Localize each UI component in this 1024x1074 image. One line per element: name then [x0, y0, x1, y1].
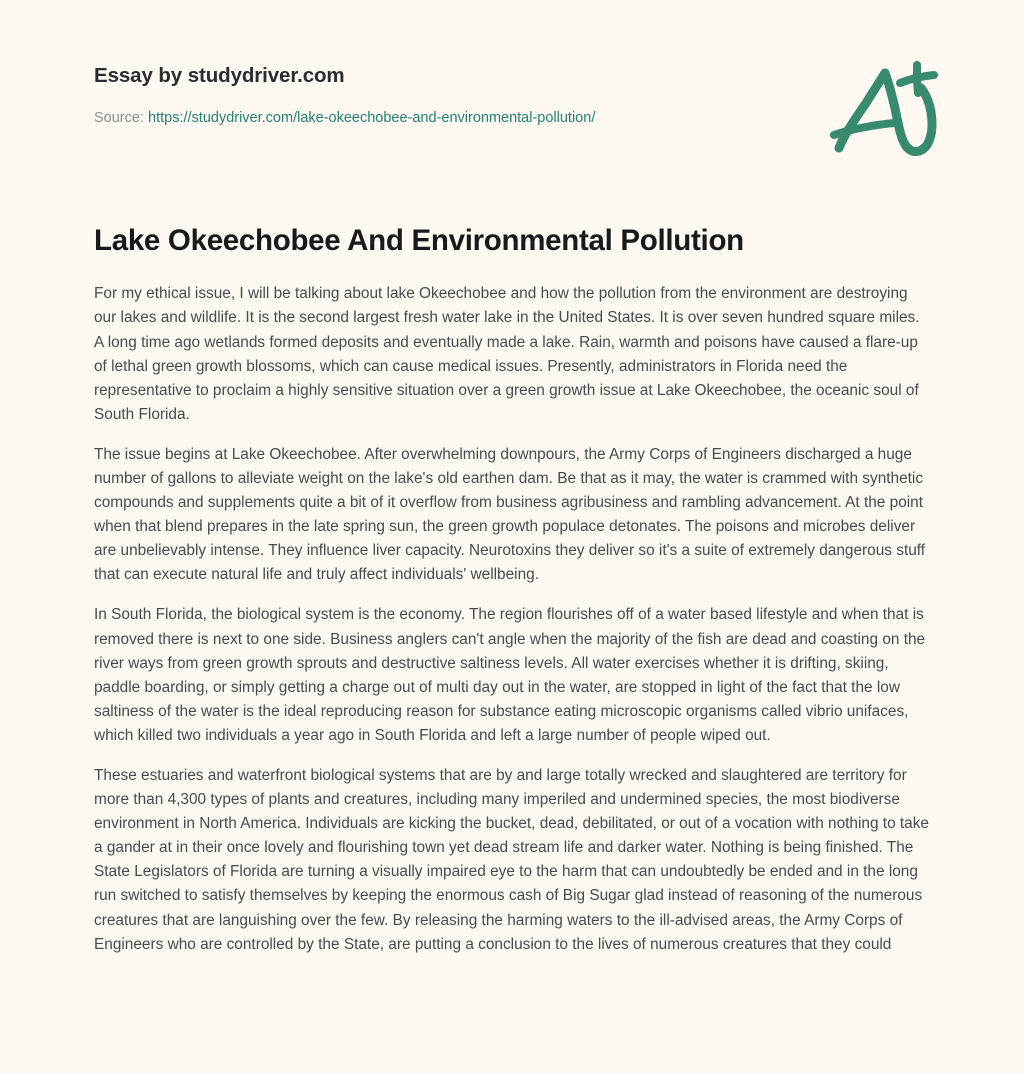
article-paragraph: In South Florida, the biological system is the economy. The region flourishes off of a water based lifestyle and when that is removed there is next to one side. Business anglers can't angle when the majority of the fish are dead and coasting on the river ways from green growth sprouts and destructive saltiness levels. All water exercises whether it is drifting, skiing, paddle boarding, or simply getting a charge out of multi day out in the water, are stopped in light of the fact that the low saltiness of the water is the ideal reproducing reason for substance eating microscopic organisms called vibrio unifaces, which killed two individuals a year ago in South Florida and left a large number of people wiped out.	[94, 606, 926, 744]
page-title: Lake Okeechobee And Environmental Pollution	[94, 224, 744, 258]
source-label: Source:	[94, 109, 144, 126]
article-body	[94, 282, 930, 956]
article-container	[0, 127, 1024, 956]
article-paragraph: The issue begins at Lake Okeechobee. After overwhelming downpours, the Army Corps of Engineers discharged a huge number of gallons to alleviate weight on the lake's old earthen dam. Be that as it may, the water is crammed with synthetic compounds and supplements quite a bit of it overflow from business agribusiness and rambling advancement. At the point when that blend prepares in the late spring sun, the green growth populace detonates. The poisons and microbes deliver are unbelievably intense. They influence liver capacity. Neurotoxins they deliver so it's a suite of extremely dangerous stuff that can execute natural life and truly affect individuals' wellbeing.	[94, 445, 926, 584]
article-paragraph: For my ethical issue, I will be talking about lake Okeechobee and how the pollution from the environment are destroying our lakes and wildlife. It is the second largest fresh water lake in the United States. It is over seven hundred square miles. A long time ago wetlands formed deposits and eventually made a lake. Rain, warmth and poisons have caused a flare-up of lethal green growth blossoms, which can cause medical issues. Presently, administrators in Florida need the representative to proclaim a highly sensitive situation over a green growth issue at Lake Okeechobee, the oceanic soul of South Florida.	[94, 285, 920, 423]
essay-by-heading: Essay by studydriver.com	[94, 64, 345, 87]
article-paragraph: These estuaries and waterfront biological systems that are by and large totally wrecked and slaughtered are territory for more than 4,300 types of plants and creatures, including many imperiled and undermined species, the most biodiverse environment in North America. Individuals are kicking the bucket, dead, debilitated, or out of a vocation with nothing to take a gander at in their once lovely and flourishing town yet dead stream life and darker water. Nothing is being finished. The State Legislators of Florida are turning a visually impaired eye to the harm that can undoubtedly be ended and in the long run switched to satisfy themselves by keeping the enormous cash of Big Sugar glad instead of reasoning of the numerous creatures that are languishing over the few. By releasing the harming waters to the ill-advised areas, the Army Corps of Engineers who are controlled by the State, are putting a conclusion to the lives of numerous creatures that they could	[94, 767, 929, 953]
source-url-link[interactable]: https://studydriver.com/lake-okeechobee-and-environmental-pollution/	[148, 109, 596, 126]
source-line	[94, 109, 930, 128]
a-plus-logo-icon	[828, 56, 944, 160]
page-header	[0, 0, 1024, 127]
